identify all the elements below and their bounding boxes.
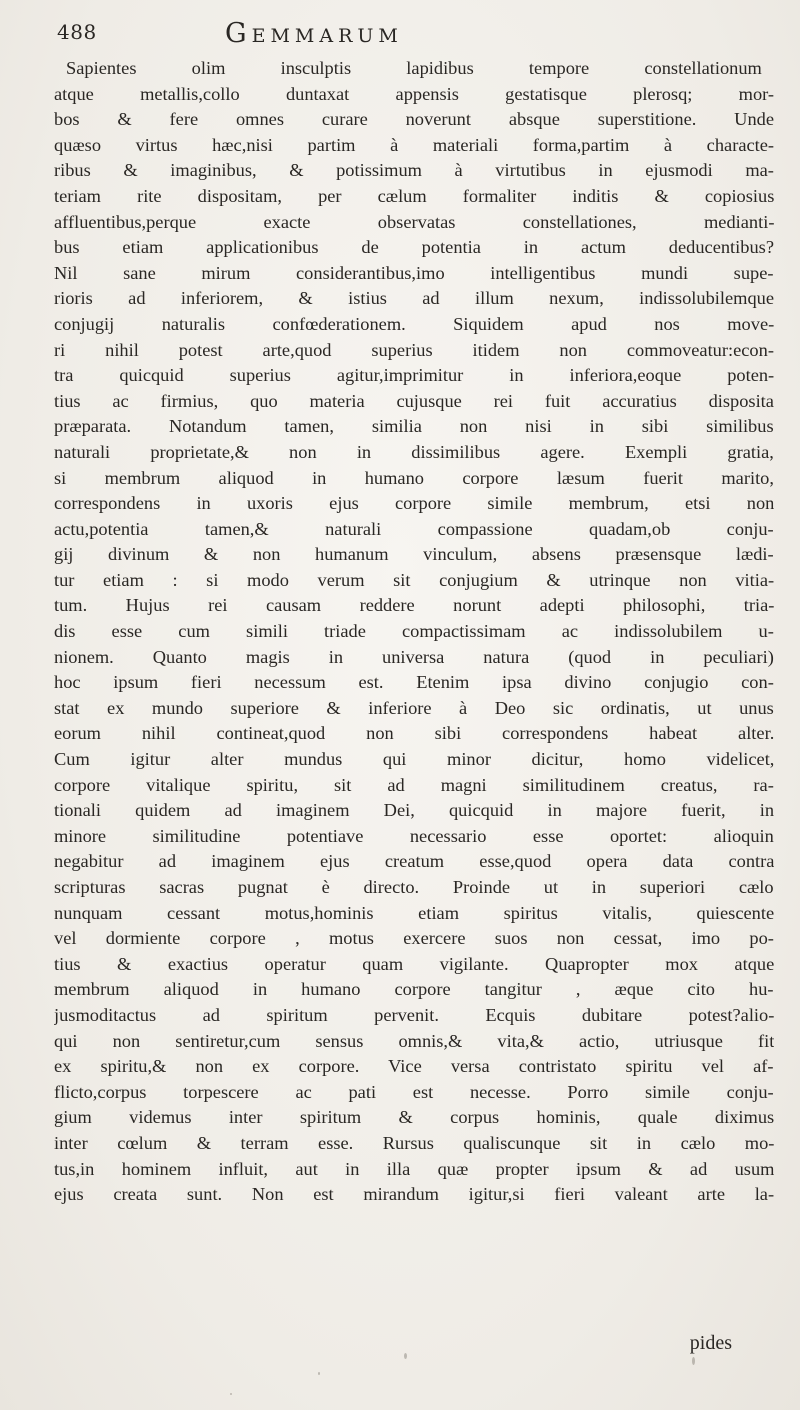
text-line: rioris ad inferiorem, & istius ad illum nexum, indissolubilemque [54, 288, 774, 309]
text-line: vel dormiente corpore , motus exercere suos non cessat, imo po- [54, 928, 774, 949]
text-line: tra quicquid superius agitur,imprimitur in inferiora,eoque poten- [54, 365, 774, 386]
text-line: jusmoditactus ad spiritum pervenit. Ecquis dubitare potest?alio- [54, 1004, 774, 1025]
text-line: dis esse cum simili triade compactissimam ac indissolubilem u- [54, 621, 774, 642]
body-text [54, 56, 774, 1208]
text-line: negabitur ad imaginem ejus creatum esse,quod opera data contra [54, 851, 774, 872]
text-line: nunquam cessant motus,hominis etiam spiritus vitalis, quiescente [54, 902, 774, 923]
text-line: tionali quidem ad imaginem Dei, quicquid in majore fuerit, in [54, 800, 774, 821]
text-line: quæso virtus hæc,nisi partim à materiali forma,partim à characte- [54, 134, 774, 155]
text-line: minore similitudine potentiave necessario esse oportet: alioquin [54, 825, 774, 846]
text-line: Sapientes olim insculptis lapidibus tempore constellationum [66, 58, 762, 78]
page-number: 488 [57, 20, 97, 44]
text-line: naturali proprietate,& non in dissimilibus agere. Exempli gratia, [54, 441, 774, 462]
text-line: ribus & imaginibus, & potissimum à virtutibus in ejusmodi ma- [54, 160, 774, 181]
text-line: ri nihil potest arte,quod superius itidem non commoveatur:econ- [54, 339, 774, 360]
text-line: tus,in hominem influit, aut in illa quæ propter ipsum & ad usum [54, 1158, 774, 1179]
text-line: Cum igitur alter mundus qui minor dicitur, homo videlicet, [54, 749, 774, 770]
text-line: affluentibus,perque exacte observatas constellationes, medianti- [54, 211, 774, 232]
text-line: correspondens in uxoris ejus corpore simile membrum, etsi non [54, 493, 774, 514]
text-line: Nil sane mirum considerantibus,imo intelligentibus mundi supe- [54, 262, 774, 283]
text-line: tum. Hujus rei causam reddere norunt adepti philosophi, tria- [54, 595, 774, 616]
text-line: scripturas sacras pugnat è directo. Proinde ut in superiori cælo [54, 877, 774, 897]
text-line: hoc ipsum fieri necessum est. Etenim ipsa divino conjugio con- [54, 672, 774, 693]
text-line: ejus creata sunt. Non est mirandum igitur,si fieri valeant arte la- [54, 1184, 774, 1205]
text-line: gij divinum & non humanum vinculum, absens præsensque lædi- [54, 544, 774, 565]
text-line: tius & exactius operatur quam vigilante. Quapropter mox atque [54, 953, 774, 974]
text-line: tius ac firmius, quo materia cujusque rei fuit accuratius disposita [54, 390, 774, 411]
text-line: gium videmus inter spiritum & corpus hominis, quale diximus [54, 1107, 774, 1128]
text-line: eorum nihil contineat,quod non sibi correspondens habeat alter. [54, 723, 774, 744]
text-line: flicto,corpus torpescere ac pati est necesse. Porro simile conju- [54, 1081, 774, 1102]
text-line: si membrum aliquod in humano corpore læsum fuerit marito, [54, 467, 774, 488]
text-line: stat ex mundo superiore & inferiore à Deo sic ordinatis, ut unus [54, 697, 774, 718]
text-line: inter cœlum & terram esse. Rursus qualiscunque sit in cælo mo- [54, 1132, 774, 1153]
text-line: qui non sentiretur,cum sensus omnis,& vita,& actio, utriusque fit [54, 1030, 774, 1051]
text-line: tur etiam : si modo verum sit conjugium & utrinque non vitia- [54, 569, 774, 590]
text-line: bus etiam applicationibus de potentia in actum deducentibus? [54, 237, 774, 258]
text-line: præparata. Notandum tamen, similia non nisi in sibi similibus [54, 416, 774, 437]
text-line: membrum aliquod in humano corpore tangitur , æque cito hu- [54, 979, 774, 1000]
text-line: bos & fere omnes curare noverunt absque superstitione. Unde [54, 109, 774, 130]
text-line: ex spiritu,& non ex corpore. Vice versa contristato spiritu vel af- [54, 1056, 774, 1077]
text-line: corpore vitalique spiritu, sit ad magni similitudinem creatus, ra- [54, 774, 774, 795]
text-line: nionem. Quanto magis in universa natura (quod in peculiari) [54, 646, 774, 667]
text-line: teriam rite dispositam, per cælum formaliter inditis & copiosius [54, 185, 774, 206]
text-line: conjugij naturalis confœderationem. Siquidem apud nos move- [54, 313, 774, 334]
text-line: actu,potentia tamen,& naturali compassione quadam,ob conju- [54, 518, 774, 539]
text-line: atque metallis,collo duntaxat appensis gestatisque plerosq; mor- [54, 83, 774, 104]
catchword: pides [689, 1332, 732, 1354]
running-head: Gemmarum [225, 18, 403, 49]
